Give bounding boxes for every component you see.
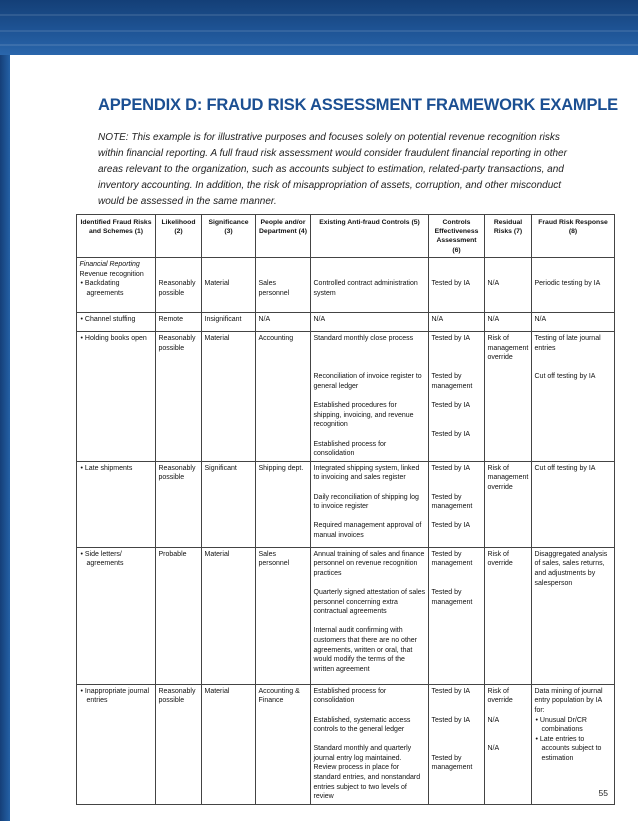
page-number: 55 bbox=[598, 788, 608, 798]
column-header: Identified Fraud Risks and Schemes (1) bbox=[77, 215, 156, 258]
effectiveness-item: Tested by management bbox=[431, 550, 473, 568]
table-row bbox=[77, 684, 615, 804]
risk-cell bbox=[77, 258, 156, 313]
table-row bbox=[77, 313, 615, 332]
residual-value: N/A bbox=[487, 280, 500, 288]
control-item: Annual training of sales and finance personnel on revenue recognition practices bbox=[313, 550, 425, 577]
residual-cell: Risk of management override bbox=[485, 461, 532, 547]
column-header: Likelihood (2) bbox=[156, 215, 202, 258]
response-cell bbox=[532, 258, 615, 313]
significance-cell bbox=[202, 258, 256, 313]
response-cell: N/A bbox=[532, 313, 615, 332]
effectiveness-cell bbox=[429, 461, 485, 547]
column-header: People and/or Department (4) bbox=[256, 215, 311, 258]
risk-name: • Late shipments bbox=[80, 464, 133, 472]
header-band bbox=[0, 0, 638, 55]
response-bullet: • Late entries to accounts subject to estimation bbox=[535, 735, 602, 762]
column-header: Existing Anti-fraud Controls (5) bbox=[311, 215, 429, 258]
response-bullet: • Unusual Dr/CR combinations bbox=[535, 716, 587, 734]
significance-cell: Material bbox=[202, 684, 256, 804]
residual-cell bbox=[485, 684, 532, 804]
effectiveness-item: Tested by management bbox=[431, 589, 473, 606]
significance-cell: Significant bbox=[202, 461, 256, 547]
effectiveness-item: Tested by management bbox=[431, 754, 473, 772]
control-item: Integrated shipping system, linked to invoicing and sales register bbox=[313, 464, 420, 482]
risk-name: • Backdating agreements bbox=[80, 280, 124, 297]
column-header: Controls Effectiveness Assessment (6) bbox=[429, 215, 485, 258]
residual-cell: Risk of management override bbox=[485, 332, 532, 462]
control-item: Established procedures for shipping, invoicing, and revenue recognition bbox=[313, 402, 414, 429]
people-value: Sales personnel bbox=[258, 280, 290, 297]
control-item: Established, systematic access controls to the general ledger bbox=[313, 716, 411, 734]
control-item: Required management approval of manual invoices bbox=[313, 522, 422, 539]
residual-item: Risk of override bbox=[487, 687, 513, 705]
control-item: Controlled contract administration system bbox=[313, 280, 418, 297]
response-cell bbox=[532, 332, 615, 462]
control-item: Quarterly signed attestation of sales personnel concerning extra contractual agreements bbox=[313, 589, 426, 616]
risk-name: • Channel stuffing bbox=[80, 316, 136, 323]
table-row bbox=[77, 332, 615, 462]
likelihood-cell: Remote bbox=[156, 313, 202, 332]
risk-cell bbox=[77, 332, 156, 462]
table-row bbox=[77, 258, 615, 313]
controls-cell bbox=[311, 461, 429, 547]
likelihood-cell: Probable bbox=[156, 547, 202, 684]
fraud-risk-table bbox=[76, 214, 615, 805]
effectiveness-item: Tested by IA bbox=[431, 430, 471, 438]
people-cell: N/A bbox=[256, 313, 311, 332]
controls-cell bbox=[311, 258, 429, 313]
control-item: Established process for consolidation bbox=[313, 440, 387, 458]
table-row bbox=[77, 461, 615, 547]
table-header-row bbox=[77, 215, 615, 258]
risk-cell bbox=[77, 313, 156, 332]
effectiveness-cell bbox=[429, 547, 485, 684]
risk-name: • Holding books open bbox=[80, 335, 147, 342]
residual-cell bbox=[485, 258, 532, 313]
controls-cell bbox=[311, 332, 429, 462]
risk-cell bbox=[77, 461, 156, 547]
document-page bbox=[10, 55, 638, 821]
risk-name: • Side letters/ agreements bbox=[80, 550, 124, 568]
table-row bbox=[77, 547, 615, 684]
significance-cell: Insignificant bbox=[202, 313, 256, 332]
people-cell: Shipping dept. bbox=[256, 461, 311, 547]
likelihood-cell bbox=[156, 258, 202, 313]
effectiveness-item: Tested by management bbox=[431, 373, 473, 390]
effectiveness-item: Tested by IA bbox=[431, 522, 471, 530]
response-item: Cut off testing by IA bbox=[534, 373, 596, 381]
effectiveness-item: Tested by IA bbox=[431, 464, 471, 472]
effectiveness-item: Tested by IA bbox=[431, 687, 471, 695]
effectiveness-cell bbox=[429, 258, 485, 313]
significance-cell: Material bbox=[202, 547, 256, 684]
likelihood-cell: Reasonably possible bbox=[156, 461, 202, 547]
control-item: Reconciliation of invoice register to general ledger bbox=[313, 373, 422, 390]
response-cell bbox=[532, 684, 615, 804]
intro-note: NOTE: This example is for illustrative purposes and focuses solely on potential revenue recognition risks within financial reporting. A full fraud risk assessment would consider fraudulent financial reporting in other areas relevant to the organization, such as accounts subject to estimation, related-party transactions, and inventory accounting. In addition, the risk of misappropriation of assets, corruption, and other misconduct would be assessed in the same manner. bbox=[98, 132, 567, 207]
response-cell: Cut off testing by IA bbox=[532, 461, 615, 547]
control-item: Internal audit confirming with customers that there are no other agreements, written or oral, that would modify the terms of the written agreement bbox=[313, 627, 417, 673]
residual-cell: N/A bbox=[485, 313, 532, 332]
risk-name: • Inappropriate journal entries bbox=[80, 687, 150, 705]
controls-cell bbox=[311, 547, 429, 684]
controls-cell: N/A bbox=[311, 313, 429, 332]
significance-value: Material bbox=[204, 280, 230, 288]
control-item: Standard monthly close process bbox=[313, 335, 414, 342]
people-cell: Sales personnel bbox=[256, 547, 311, 684]
effectiveness-cell: N/A bbox=[429, 313, 485, 332]
control-item: Standard monthly and quarterly journal entry log maintained. Review process in place for standard entries, and nonstandard entries subject to two levels of review bbox=[313, 745, 421, 801]
side-band bbox=[0, 55, 10, 821]
response-item: Testing of late journal entries bbox=[534, 335, 601, 352]
risk-cell bbox=[77, 547, 156, 684]
response-intro: Data mining of journal entry population by IA for: bbox=[534, 687, 603, 714]
people-cell bbox=[256, 258, 311, 313]
people-cell: Accounting bbox=[256, 332, 311, 462]
controls-cell bbox=[311, 684, 429, 804]
significance-cell: Material bbox=[202, 332, 256, 462]
effectiveness-item: Tested by IA bbox=[431, 280, 471, 288]
residual-item: N/A bbox=[487, 745, 500, 753]
column-header: Residual Risks (7) bbox=[485, 215, 532, 258]
effectiveness-item: Tested by IA bbox=[431, 335, 471, 342]
residual-cell: Risk of override bbox=[485, 547, 532, 684]
risk-cell bbox=[77, 684, 156, 804]
section-category: Financial Reporting bbox=[79, 261, 140, 268]
page-title: APPENDIX D: FRAUD RISK ASSESSMENT FRAMEWORK EXAMPLE bbox=[98, 96, 618, 114]
likelihood-cell: Reasonably possible bbox=[156, 684, 202, 804]
control-item: Daily reconciliation of shipping log to invoice register bbox=[313, 493, 419, 511]
response-item: Periodic testing by IA bbox=[534, 280, 601, 288]
control-item: Established process for consolidation bbox=[313, 687, 387, 705]
effectiveness-cell bbox=[429, 332, 485, 462]
column-header: Fraud Risk Response (8) bbox=[532, 215, 615, 258]
residual-item: N/A bbox=[487, 716, 500, 724]
likelihood-cell: Reasonably possible bbox=[156, 332, 202, 462]
section-subcategory: Revenue recognition bbox=[79, 270, 144, 278]
effectiveness-item: Tested by management bbox=[431, 493, 473, 511]
effectiveness-item: Tested by IA bbox=[431, 402, 471, 410]
likelihood-value: Reasonably possible bbox=[158, 280, 196, 297]
effectiveness-cell bbox=[429, 684, 485, 804]
column-header: Significance (3) bbox=[202, 215, 256, 258]
response-cell: Disaggregated analysis of sales, sales returns, and adjustments by salesperson bbox=[532, 547, 615, 684]
effectiveness-item: Tested by IA bbox=[431, 716, 471, 724]
people-cell: Accounting & Finance bbox=[256, 684, 311, 804]
